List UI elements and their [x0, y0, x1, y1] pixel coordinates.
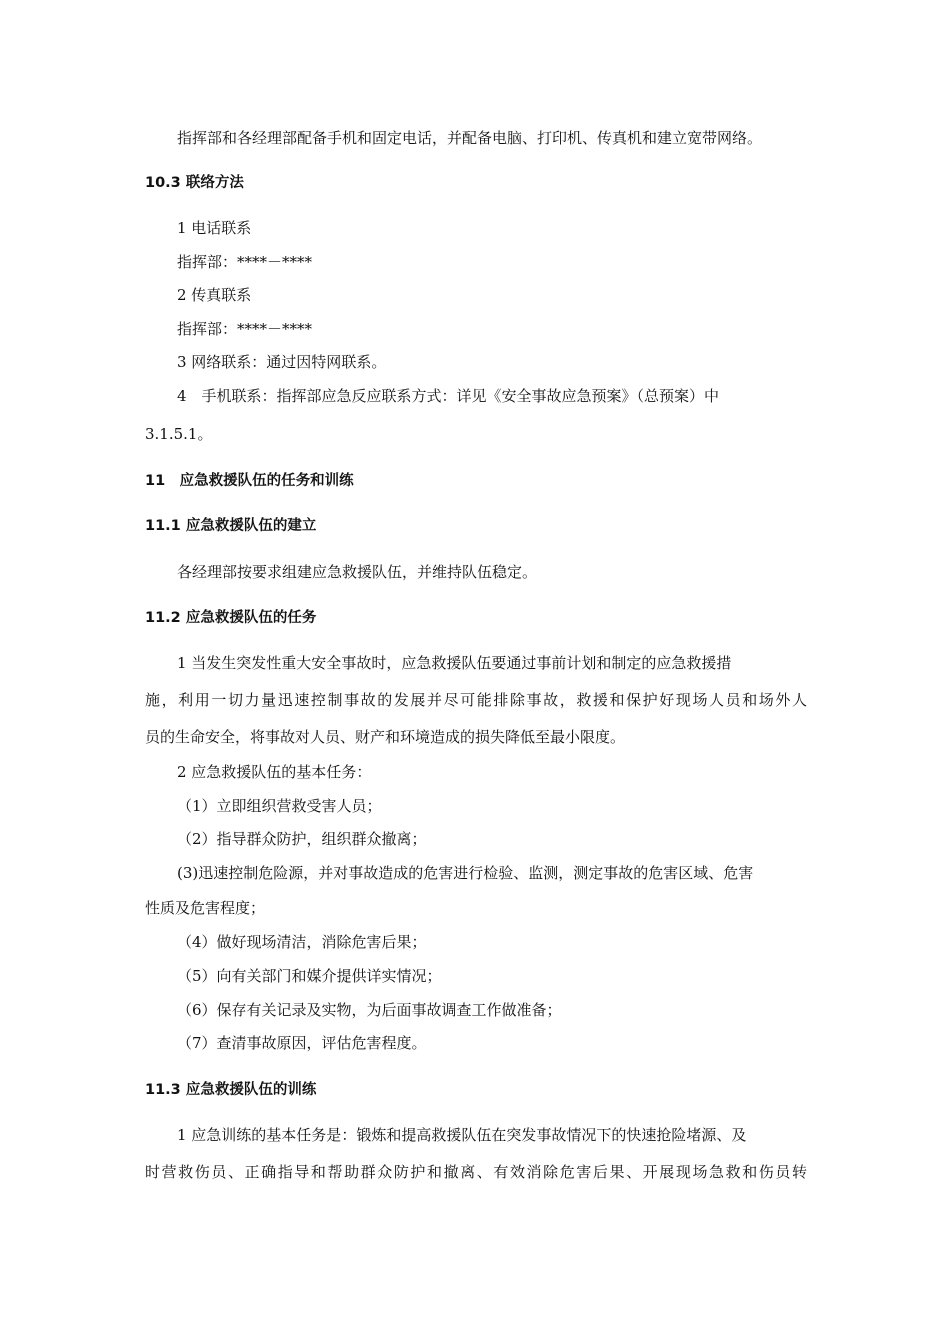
- phone-title: 1 电话联系: [177, 219, 252, 237]
- heading-10-3: 10.3 联络方法: [145, 175, 244, 191]
- task-item-1: （1）立即组织营救受害人员；: [177, 797, 382, 815]
- heading-11-1: 11.1 应急救援队伍的建立: [145, 518, 317, 534]
- network-contact: 3 网络联系：通过因特网联系。: [177, 353, 387, 371]
- fax-title: 2 传真联系: [177, 286, 252, 304]
- fax-value: 指挥部：****－****: [177, 320, 313, 338]
- paragraph-equipment: 指挥部和各经理部配备手机和固定电话，并配备电脑、打印机、传真机和建立宽带网络。: [177, 129, 763, 147]
- task-item-3-line-1: (3)迅速控制危险源，并对事故造成的危害进行检验、监测，测定事故的危害区域、危害: [177, 864, 754, 882]
- task-item-3-line-2: 性质及危害程度；: [145, 899, 266, 917]
- mobile-contact-line-1: 4 手机联系：指挥部应急反应联系方式：详见《安全事故应急预案》（总预案）中: [177, 387, 720, 405]
- heading-11: 11 应急救援队伍的任务和训练: [145, 473, 354, 489]
- phone-value: 指挥部：****－****: [177, 253, 313, 271]
- task1-line-3: 员的生命安全，将事故对人员、财产和环境造成的损失降低至最小限度。: [145, 728, 626, 746]
- task-item-4: （4）做好现场清洁，消除危害后果；: [177, 933, 427, 951]
- heading-11-3: 11.3 应急救援队伍的训练: [145, 1082, 317, 1098]
- paragraph-11-1: 各经理部按要求组建应急救援队伍，并维持队伍稳定。: [177, 563, 538, 581]
- training-line-2: 时营救伤员、正确指导和帮助群众防护和撤离、有效消除危害后果、开展现场急救和伤员转: [145, 1163, 807, 1181]
- task-item-2: （2）指导群众防护，组织群众撤离；: [177, 830, 427, 848]
- mobile-contact-line-2: 3.1.5.1。: [145, 425, 213, 443]
- task2-heading: 2 应急救援队伍的基本任务：: [177, 763, 372, 781]
- training-line-1: 1 应急训练的基本任务是：锻炼和提高救援队伍在突发事故情况下的快速抢险堵源、及: [177, 1126, 747, 1144]
- task1-line-2: 施，利用一切力量迅速控制事故的发展并尽可能排除事故，救援和保护好现场人员和场外人: [145, 691, 807, 709]
- task-item-5: （5）向有关部门和媒介提供详实情况；: [177, 967, 442, 985]
- task-item-7: （7）查清事故原因，评估危害程度。: [177, 1034, 427, 1052]
- task-item-6: （6）保存有关记录及实物，为后面事故调查工作做准备；: [177, 1001, 562, 1019]
- task1-line-1: 1 当发生突发性重大安全事故时，应急救援队伍要通过事前计划和制定的应急救援措: [177, 654, 732, 672]
- heading-11-2: 11.2 应急救援队伍的任务: [145, 610, 317, 626]
